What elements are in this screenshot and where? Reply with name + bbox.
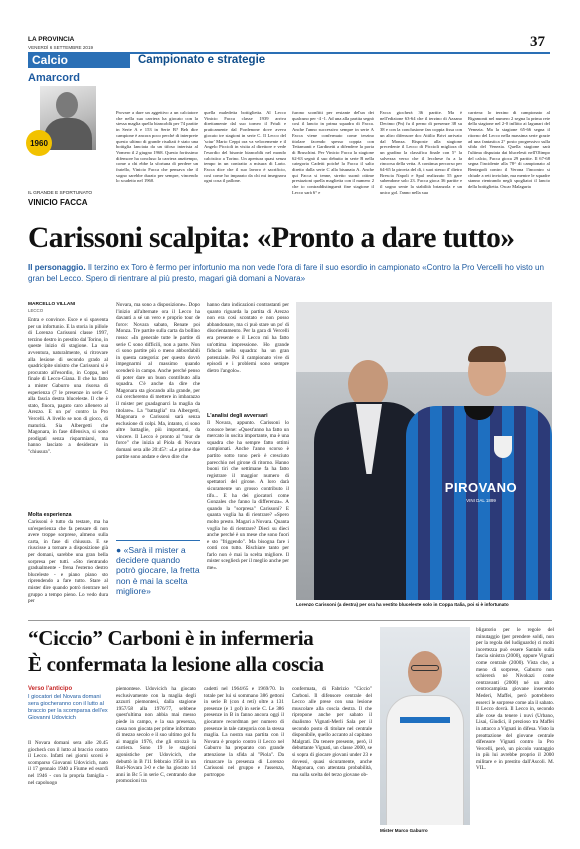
page-number: 37 [530, 34, 545, 50]
photo-jersey [406, 406, 552, 600]
coach-body [386, 695, 464, 825]
year-badge [26, 130, 52, 156]
second-headline-line1: “Ciccio” Carboni è in infermeria [28, 626, 314, 650]
main-col3-subhead: L'analisi degli avversari [207, 413, 268, 419]
second-kicker: Verso l'anticipo [28, 686, 73, 692]
section-title: Calcio [32, 53, 69, 67]
main-photo [296, 302, 552, 600]
jersey-sponsor: PIROVANO [444, 480, 518, 495]
pullquote-icon: ● [116, 545, 122, 555]
second-column-1: Il Novara domani sera alle 20.45 giocherà con il lutto al braccio contro il Lecco. Infatti nei giorni scorsi è scomparso Giovanni Udovicich, nato il 17 gennaio 1940 a Fiume ed esordì nel 1946 - con la propria famiglia - nel capoluogo [28, 740, 108, 786]
amarcord-column: Provare a dare un aggettivo a un calciatore che nella sua carriera ha giocato con la stessa maglia quella biancoblù per 74 partite in Serie A e 153 in Serie B? Beh dire campione è ancora poco perché di interprete questo ultimo di grande risultati è stato una bottiglia lanciata da un tifoso interista al Vomero il 2 giugno 1968. Questo fortissimo difensore ha concluso la carriera anzitempo, come a chi ebbe la sfortuna di perdere un fratello, Vinicio Facca che pensava che il sogno sarebbe durato per sempre, vincendo lo scudetto nel 1960. [116, 110, 198, 184]
second-headline-line2: È confermata la lesione alla coscia [28, 652, 324, 676]
portrait-head [56, 92, 78, 118]
jersey-crest [494, 436, 512, 458]
main-col3-text: hanno dato indicazioni contrastanti per quanto riguarda la partita di Arezzo non era così scontato e non posso abbandonare, ma ci può stare un po' di disorientamento. Per la gara di Vercelli era presente e il Lecco mi ha fatto un'ottima impressione. Ho grande fiducia nella squadra: ha un gran potenziale. Poi il campionato vive di episodi e i problemi sono sempre dietro l'angolo». [207, 302, 289, 374]
jersey-sponsor-sub: VINI DAL 1899 [466, 498, 496, 503]
main-kicker: Il personaggio. [28, 263, 86, 272]
main-column-2 [116, 302, 200, 613]
amarcord-column: carriera: lo terzino di campionato al Rigamonti nel numero 2 segna la prima rete della stagione nel 2-0 inflitto ai lagunari del Venezia. Ma la stagione 65-66 segna il ritorno del Lecco nella massima serie grazie ad una fantastica 2° posto progressivo sulla sfida del Venezia. Quella stagione sarà l'ultima disputata dai blucelesti nell'Olimpo del calcio, Facca gioca 29 partite. Il 67-68 segna l'incidente alla 78^ di campionato al Bentegodi contro il Verona l'incontro si chiude a reti inviolate, ma mentre le squadre stanno rientrando negli spogliatoi il lancio della bottiglietta. Oscar Malagaria [468, 110, 550, 190]
publication-name: LA PROVINCIA [28, 36, 75, 43]
second-column-2: piemontese. Udovicich ha giocato esclusivamente con la maglia degli azzurri piemontesi, dalla stagione 1957/58 alla 1976/77, sebbene quest'ultima non abbia mai messo piede in campo, e la sua presenza, cassa non giocata per prime informato di mezzo secolo e il suo ultimo gol fu ai maggio 1976, che gli strozzò la carriera. Sono 19 le stagioni agonistiche per Udovicich, che debuttò in B l'11 febbraio 1958 in un Bari-Novara 3-0 e che ha giocato 14 anni in Bc 5 in serie C, centrando due promozioni tra [116, 686, 196, 785]
main-photo-caption: Lorenzo Carissoni (a destra) per ora ha vestito bluceleste solo in Coppa Italia, poi si è infortunato [296, 602, 509, 607]
amarcord-column: furono sconfitti per restante del'un dei qualcuno per -4 -1. Ad una alla partita segnò così il lancio in prima squadra di Facca. Anche l'anno successivo sempre in serie A Facca viene confermato come terzino titolare facendo spesso coppia con Tettamanti e Gardinetti a difendere la porta di Bruschini. Per Vinicio Facca la stagione 62-63 segnò il suo debutto in serie B nella categoria Cadetti poiché la Facca il salto diretto dalla serie C alla bisunata A. Anche qui Facca si tenne, stretto suonò ottime prestazioni quella maglietta con il numero 2 che io contraddistinguerà fine stagione il Lecco sarà 6° e [292, 110, 374, 195]
year-badge-text: 1960 [30, 138, 48, 148]
amarcord-column: quella maledetta bottiglietta. Al Lecco Vinicio Facca classe 1939 arriva direttamente dal suo torneo il Friuli e praticamente dal Pordenone dove aveva giocato tre stagioni in serie C. Il Lecco del 'sciur' Mario Ceppi ora va velocemente e il Angelo Piccioli in visita al direttore e vede l'esordio del bisonte biancoblù nel mondo calcistico a Torino. Un apertura quasi senza tempo in un contratto a misura di Lario. Facca dice che il suo lavoro è sacrificio, così come ho imparato da chi mi insegnava ogni cosa il pallone. [204, 110, 286, 184]
main-column-3 [207, 302, 289, 613]
main-col1-subhead: Molta esperienza [28, 512, 72, 518]
coach-photo-caption: Mister Marco Gaburro [380, 828, 428, 833]
subsection-title: Campionato e strategie [138, 54, 266, 66]
amarcord-caption-name: VINICIO FACCA [28, 198, 88, 207]
second-column-5: bligatorio per le regole del minutaggio (per prendere soldi, non per la regola del ludiguardo) ci molti incertezza può essere Santalo sulla fascia sinistra (2000), oppure Vignati come centrale (2000). Vista che, a meno di sorprese, Gaburro non schiererà né Nivokazi come centravanti (2000) né un altro centrocampista giovane inserendo Mederi, Maffei, però potrebbero esserci le sorprese come ala il sabato. Il Lecco dovrà. Il Lecco in, secondo alle cose da tenere i nuvi (Urbano, Lisai, Giudici, il prezioso tra Maffei in attacco a Vignati in difesa. Visto la preattazione del giovane centrale difensore Vignati contro la Pro Vercelli, però, un piccolo vantaggio in più lui avrebbe proprio il 2000 militare e in prestito dall'Ascoli. M. VIL. [476, 627, 554, 772]
second-summary [28, 686, 108, 722]
pullquote-rule [116, 540, 200, 541]
photo-backdrop [296, 302, 552, 372]
jersey-collar [464, 406, 494, 420]
second-summary-text: I giocatori del Novara domani sera giocheranno con il lutto al braccio per la scomparsa dell'ex Giovanni Udovicich [28, 694, 108, 721]
main-subhead [28, 262, 552, 284]
photo-person-right-hair [468, 346, 506, 362]
main-col3b-text: Il Novara, appunto. Carissoni lo conosce bene: «Quest'anno ha fatto un mercato in uscita importante, ma è una squadra che ha sempre fatto ottimi campionati. Anche l'anno scorso è partito sotto tono però è cresciuto parecchio nel girone di ritorno. Hanno buoni tiri che settimane fa ha fatto registrare il maggior numero di spettatori del girone. A loro darà sicuramente un grosso contributo il tifo... E ha dei giocatori come Gonzales che fanno la differenza». A quando la "sorpresa" Carissoni? E quanta voglia ha di rientrare? «Spero molto presto. Magari a Novara. Quanta voglia ho di rientrare? Dieci su dieci anche perché è un mese che sono fuori e sto "friggendo". Ma bisogna fare i conti con tutto. Rischiare tanto per farlo non è mai la scelta migliore. Il mister sceglierà per il meglio anche per me». [207, 420, 289, 572]
byline-author: MARCELLO VILLANI [28, 302, 76, 307]
amarcord-label: Amarcord [28, 72, 80, 84]
coach-glasses [411, 665, 439, 671]
main-col2-text: Novara, ma sono a disposizione». Dopo l'inizio all'alternate ora il Lecco ha davanti a sé un vero e proprio tour de force: Novara sabato, Renate poi Monza. Tre partite sulla carta da bollino rosso: «In generale tutte le partite di serie C sono difficili, non a parte. Non ci sono partite più o meno abbordabili in questa categoria: per questo dovrò impegnarmi al massimo quando scenderò in campo. Anche perché penso di poter dare un buon contributo alla squadra. C'è anche da dire che Magonara sta giocando alla grande, per cui cercheremo di mettere in imbarazzo il mister per guadagnarci la maglia da titolare». La "battaglia" tra Albergetti, Magonara e Carissoni sarà senza esclusione di colpi. Ma, intanto, ci sono altre battaglie, più importanti, da vincere. Il Lecco è pronto al "tour de force" che inizia al Piola di Novara domani sera alle 20:45?: «Le prime due partite sono andate e devo dire che [116, 302, 200, 460]
main-subhead-text: Il terzino ex Toro è fermo per infortunio ma non vede l'ora di fare il suo esordio in campionato «Contro la Pro Vercelli ho visto un gran bel Lecco. Spero di rientrare al più presto, magari già domani a Novara» [28, 263, 545, 283]
pullquote-body: «Sarà il mister a decidere quando potrò giocare, la fretta non è mai la scelta migliore» [116, 545, 200, 596]
main-col1-text: Entra e convince. Esce e si spaventa per un infortunio. E la storia in pillole di Lorenzo Carissoni classe 1997, terzino destro in prestito dal Torino, in queste inizio di stagione. La sua avventura, naturalmente, si ritrovare alla lesione di secondo grado al quadricipite sinistro che Carissoni si è procurato all'esordio, in Coppa, nel finale di Lecco-Giana. Il che ha fatto a mister Gaburro una risorsa di esperienza (7 le presenze in serie C alla fascia destra bluceleste. Il che è stato, finora, pagato caro allenero al Arezzo. E un po' contro la Pro Vercelli. A livello se non di gioco, di maturità. Sia Albergetti che Magonara, in fase difensiva, si sono prodigati senza risparmiarsi, ma hanno lasciato a desiderare in "chiusura". [28, 317, 108, 455]
main-column-1 [28, 317, 108, 613]
subsection-tab [130, 52, 550, 68]
amarcord-column: Facca giocherà 36 partite. Ma è nell'edizione 63-64 che il terzino di Azzano Decimo (Pn) fu il perno di presenze 38 su 38 e con la conclusione fan coppia fissa con un altro difensore doc Attilio Brivi arrivato dal Monza. Risposte alla stagione precedente il Lecco di Piccioli migliora di un gradino la classifica finale con 5° la salvezza verso che il lecchese fu a la rincorsa della vetta. A continua percorso per 64-65 la pirovia del dì, i suoi stesso il' dietro Brescia Napoli e Spal realizzato 55 gare subendone solo 23. Facca gioca 36 partite e il sogno sente la stabilità brianzola e un unico gol. l'anno nella sua [380, 110, 462, 195]
issue-date: VENERDÌ 6 SETTEMBRE 2019 [28, 45, 94, 50]
main-col1b-text: Carissoni è tutto da testare, ma ha un'esperienza che fa pensare di non avere troppe sorprese, almeno sulla carta, in fase di chiusura. E se riuscisse a tornare a disposizione già per domani, sarebbe una gran bella sorpresa per tutti. «Sto rientrando gradualmente - frena l'esterno destro bluceleste - e piano piano sto riprendendo a fare tutto. Stare al mister dire quando potrò rientrare nel gruppo a tempo pieno. Lo vedo dura per [28, 519, 108, 605]
second-column-3: cadetti nel 1964/65 e 1969/70. In totale per lui si sommano 386 gettoni in serie B (con 4 reti) oltre a 131 presenze (e 1 gol) in serie C. Le 386 presenze in B in fanno ancora oggi il giocatore recordman per numero di presenze in tale categoria con la stessa maglia. La nostra sua partita con il Novara è proprio contro il Lecco nel Gaburro ha preparato con grande attenzione la sfida al "Piola". Da rimarcare la presenza di Lorenzo Carissoni nel gruppo e l'assenza, purtroppo [204, 686, 284, 778]
photo-person-left-head [348, 360, 388, 408]
main-headline: Carissoni scalpita: «Pronto a dare tutto» [28, 222, 515, 254]
pullquote-text [116, 545, 200, 596]
amarcord-caption-line: IL GRANDE E SFORTUNATO [28, 191, 93, 196]
second-column-4: confermata, di Fabrizio "Ciccio" Carboni. Il difensore centrale del Lecco alle prese con una lesione muscolare alla coscia destra. Il che ripropone anche per sabato il dualismo Vignati-Merli Sala per il secondo posto di titolare nel centrale disponibile, quello accanto al capitano Malgrati. Da tenere presente, però, il debuttante Vignati, un classe 2000, se si sopra di giocare giovani under 23 e dovessi, quasi sicuramente, anche Magonara, con attentata probabilità, ma sulla scelta del terzo giovane ob- [292, 686, 372, 778]
article-divider [28, 620, 552, 621]
coach-photo [380, 627, 470, 825]
coach-stripe [400, 717, 450, 723]
byline-location: LECCO [28, 308, 44, 313]
coach-head [408, 651, 442, 693]
